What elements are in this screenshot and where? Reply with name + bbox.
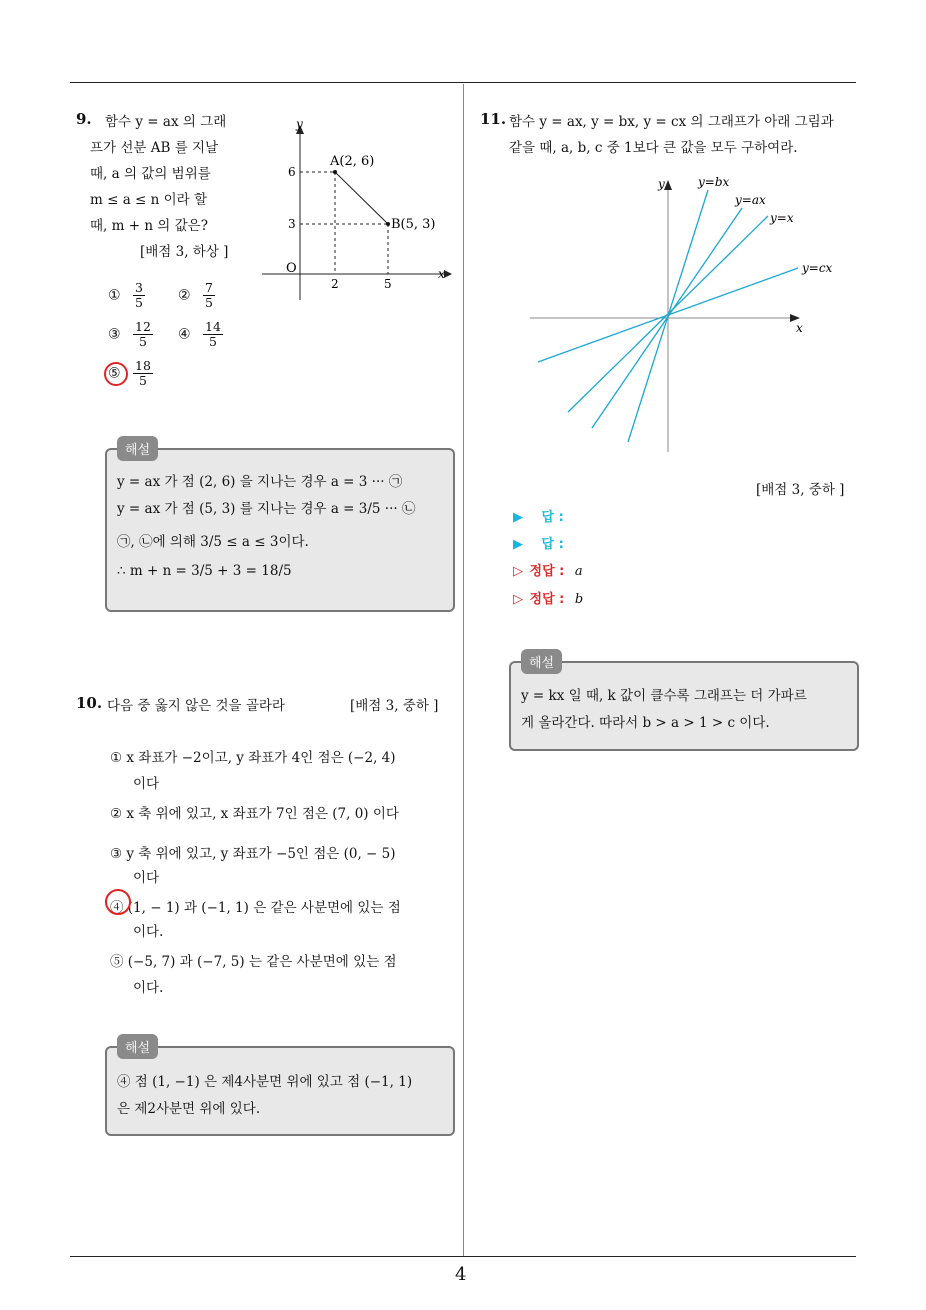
q11-line: 같을 때, a, b, c 중 1보다 큰 값을 모두 구하여라. <box>509 140 798 156</box>
q10-choice-1[interactable]: ① x 좌표가 −2이고, y 좌표가 4인 점은 (−2, 4) <box>110 750 396 766</box>
q10-choice-5-cont: 이다. <box>133 980 164 996</box>
point-b-dot <box>386 222 390 226</box>
q11-answer-row: ▶ 답 : <box>513 510 564 525</box>
line-bx-label: y=bx <box>698 175 730 189</box>
q9-explain-line: ㉠, ㉡에 의해 3/5 ≤ a ≤ 3이다. <box>117 534 309 550</box>
q9-line: 때, m + n 의 값은? <box>90 218 208 234</box>
q11-explain-line: 게 올라간다. 따라서 b > a > 1 > c 이다. <box>521 715 770 731</box>
x-tick-5: 5 <box>384 277 392 291</box>
q9-line: 함수 y = ax 의 그래 <box>105 114 227 130</box>
q10-explain-line: ④ 점 (1, −1) 은 제4사분면 위에 있고 점 (−1, 1) <box>117 1074 413 1090</box>
q9-explain-line: y = ax 가 점 (2, 6) 을 지나는 경우 a = 3 ··· ㉠ <box>117 474 403 490</box>
y-label: y <box>296 117 303 131</box>
q10-choice-3-cont: 이다 <box>133 870 160 886</box>
q9-choice-1[interactable]: ① $\frac{3}{5}$ <box>108 280 143 310</box>
y-axis-arrow <box>664 180 672 190</box>
y-tick-6: 6 <box>288 165 296 179</box>
x-tick-2: 2 <box>331 277 339 291</box>
point-a-dot <box>333 170 337 174</box>
q11-explain-line: y = kx 일 때, k 값이 클수록 그래프는 더 가파르 <box>521 688 807 704</box>
q9-explain-line: ∴ m + n = 3/5 + 3 = 18/5 <box>117 563 292 579</box>
q11-correct-answer: ▷ 정답 : b <box>513 592 584 607</box>
q9-answer-circle <box>104 362 128 386</box>
q10-choice-4[interactable]: ④ (1, − 1) 과 (−1, 1) 은 같은 사분면에 있는 점 <box>110 900 401 916</box>
q10-choice-3[interactable]: ③ y 축 위에 있고, y 좌표가 −5인 점은 (0, − 5) <box>110 846 396 862</box>
q10-choice-1-cont: 이다 <box>133 776 160 792</box>
q10-explain-line: 은 제2사분면 위에 있다. <box>117 1101 261 1117</box>
line-ax-label: y=ax <box>735 193 766 207</box>
segment-ab <box>335 172 388 224</box>
q9-line: 때, a 의 값의 범위를 <box>90 166 211 182</box>
line-cx-label: y=cx <box>802 261 833 275</box>
q9-choice-3[interactable]: ③ $\frac{12}{5}$ <box>108 319 151 349</box>
x-axis-arrow <box>444 270 452 278</box>
q11-explain-tag: 해설 <box>521 649 562 674</box>
q10-choice-2[interactable]: ② x 축 위에 있고, x 좌표가 7인 점은 (7, 0) 이다 <box>110 806 399 822</box>
q11-answer-row: ▶ 답 : <box>513 537 564 552</box>
q10-choice-5[interactable]: ⑤ (−5, 7) 과 (−7, 5) 는 같은 사분면에 있는 점 <box>110 954 397 970</box>
q9-line: m ≤ a ≤ n 이라 할 <box>90 192 208 208</box>
q11-graph <box>530 170 833 460</box>
q10-answer-circle <box>105 889 131 915</box>
q10-number: 10. <box>76 694 103 712</box>
q11-score: [배점 3, 중하 ] <box>756 482 845 498</box>
point-b-label: B(5, 3) <box>391 217 436 232</box>
point-a-label: A(2, 6) <box>330 154 375 169</box>
origin-label: O <box>286 261 297 276</box>
q11-number: 11. <box>480 110 507 128</box>
q9-number: 9. <box>76 110 92 128</box>
page-number: 4 <box>455 1264 467 1285</box>
q9-explain-line: y = ax 가 점 (5, 3) 를 지나는 경우 a = 3/5 ··· ㉡ <box>117 501 416 517</box>
q9-choice-2[interactable]: ② $\frac{7}{5}$ <box>178 280 213 310</box>
q10-prompt: 다음 중 옳지 않은 것을 골라라 <box>107 698 285 714</box>
line-x-label: y=x <box>770 211 794 225</box>
y-label: y <box>658 177 665 191</box>
x-label: x <box>796 321 803 335</box>
q9-graph <box>258 112 458 302</box>
q9-choice-5[interactable]: ⑤ $\frac{18}{5}$ <box>108 358 151 388</box>
q10-score: [배점 3, 중하 ] <box>350 698 439 714</box>
q9-line: 프가 선분 AB 를 지날 <box>90 140 219 156</box>
q11-explain-box <box>509 661 859 751</box>
q9-score: [배점 3, 하상 ] <box>140 244 229 260</box>
q11-line: 함수 y = ax, y = bx, y = cx 의 그래프가 아래 그림과 <box>509 114 834 130</box>
q10-explain-box <box>105 1046 455 1136</box>
q9-explain-tag: 해설 <box>117 436 158 461</box>
column-divider <box>463 84 464 1256</box>
top-rule <box>70 82 856 83</box>
bottom-rule <box>70 1256 856 1257</box>
q9-choice-4[interactable]: ④ $\frac{14}{5}$ <box>178 319 221 349</box>
q11-correct-answer: ▷ 정답 : a <box>513 564 583 579</box>
q10-choice-4-cont: 이다. <box>133 924 164 940</box>
q10-explain-tag: 해설 <box>117 1034 158 1059</box>
y-tick-3: 3 <box>288 217 296 231</box>
x-label: x <box>438 267 445 281</box>
